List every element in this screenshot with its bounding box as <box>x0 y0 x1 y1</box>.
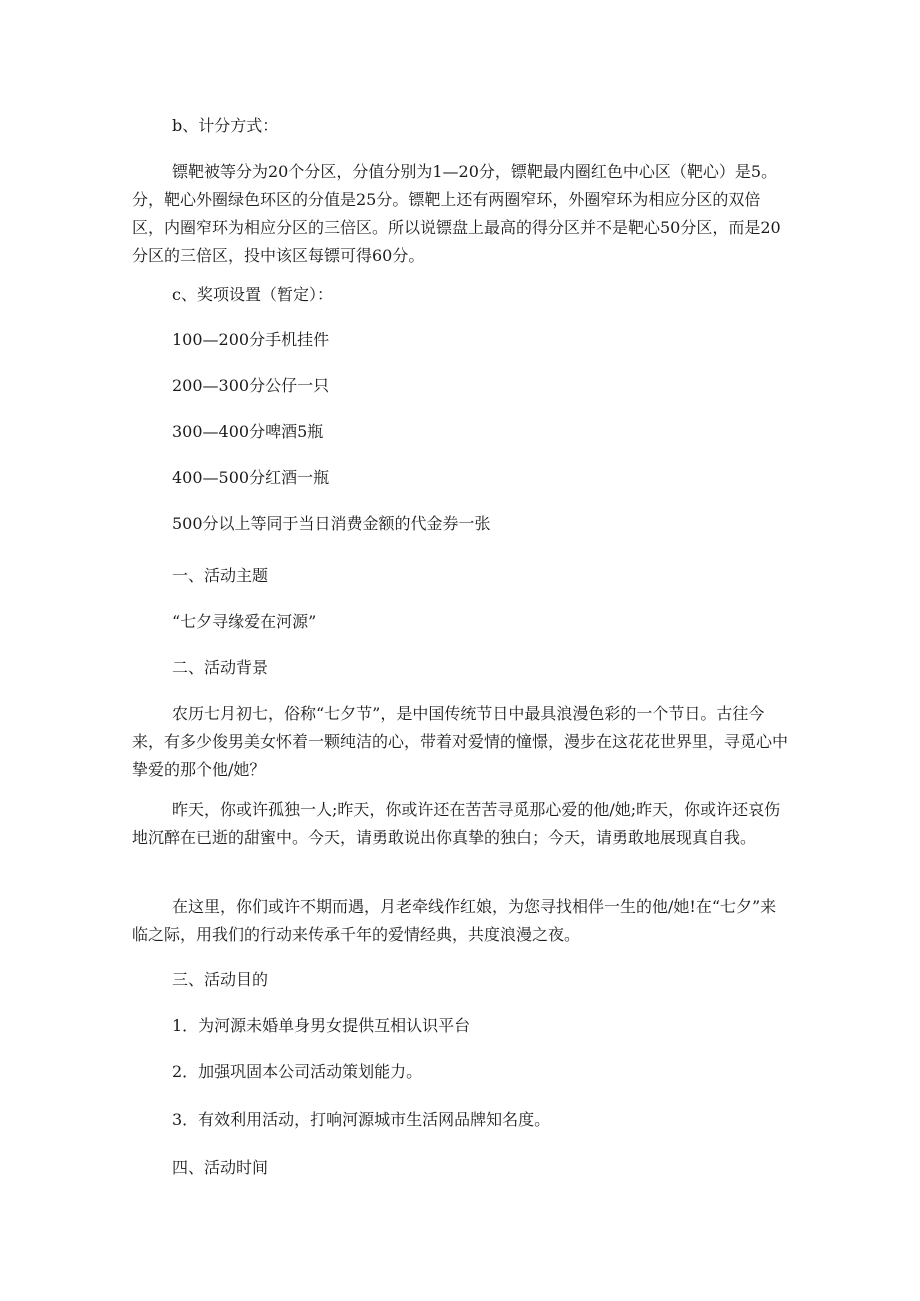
section-heading-background: 二、活动背景 <box>172 658 269 677</box>
background-paragraph: 农历七月初七，俗称“七夕节”，是中国传统节日中最具浪漫色彩的一个节日。古往今来，有多少俊男美女怀着一颗纯洁的心，带着对爱情的憧憬，漫步在这花花世界里，寻觅心中挚爱的那个他/她？ <box>132 704 789 779</box>
section-heading-time: 四、活动时间 <box>172 1158 269 1177</box>
prize-item: 100—200分手机挂件 <box>172 330 330 349</box>
section-heading-theme: 一、活动主题 <box>172 566 269 585</box>
goal-item: 1．为河源未婚单身男女提供互相认识平台 <box>172 1016 471 1035</box>
background-paragraph: 在这里，你们或许不期而遇，月老牵线作红娘，为您寻找相伴一生的他/她!在“七夕”来临之际，用我们的行动来传承千年的爱情经典，共度浪漫之夜。 <box>132 897 777 944</box>
prize-item: 200—300分公仔一只 <box>172 376 330 395</box>
section-heading-goals: 三、活动目的 <box>172 970 269 989</box>
prize-item: 500分以上等同于当日消费金额的代金券一张 <box>172 514 491 533</box>
prize-heading: c、奖项设置（暂定）： <box>172 285 333 304</box>
background-paragraph: 昨天，你或许孤独一人;昨天，你或许还在苦苦寻觅那心爱的他/她;昨天，你或许还哀伤地沉醉在已逝的甜蜜中。今天，请勇敢说出你真挚的独白；今天，请勇敢地展现真自我。 <box>132 800 781 847</box>
scoring-heading: b、计分方式： <box>172 116 279 135</box>
theme-text: “七夕寻缘爱在河源” <box>172 612 317 631</box>
goal-item: 2．加强巩固本公司活动策划能力。 <box>172 1062 423 1081</box>
prize-item: 300—400分啤酒5瓶 <box>172 422 324 441</box>
prize-item: 400—500分红酒一瓶 <box>172 468 330 487</box>
scoring-paragraph: 镖靶被等分为20个分区，分值分别为1—20分，镖靶最内圈红色中心区（靶心）是5。分，靶心外圈绿色环区的分值是25分。镖靶上还有两圈窄环，外圈窄环为相应分区的双倍区，内圈窄环为相应分区的三倍区。所以说镖盘上最高的得分区并不是靶心50分区，而是20分区的三倍区，投中该区每镖可得60分。 <box>132 162 781 265</box>
goal-item: 3．有效利用活动，打响河源城市生活网品牌知名度。 <box>172 1110 551 1129</box>
